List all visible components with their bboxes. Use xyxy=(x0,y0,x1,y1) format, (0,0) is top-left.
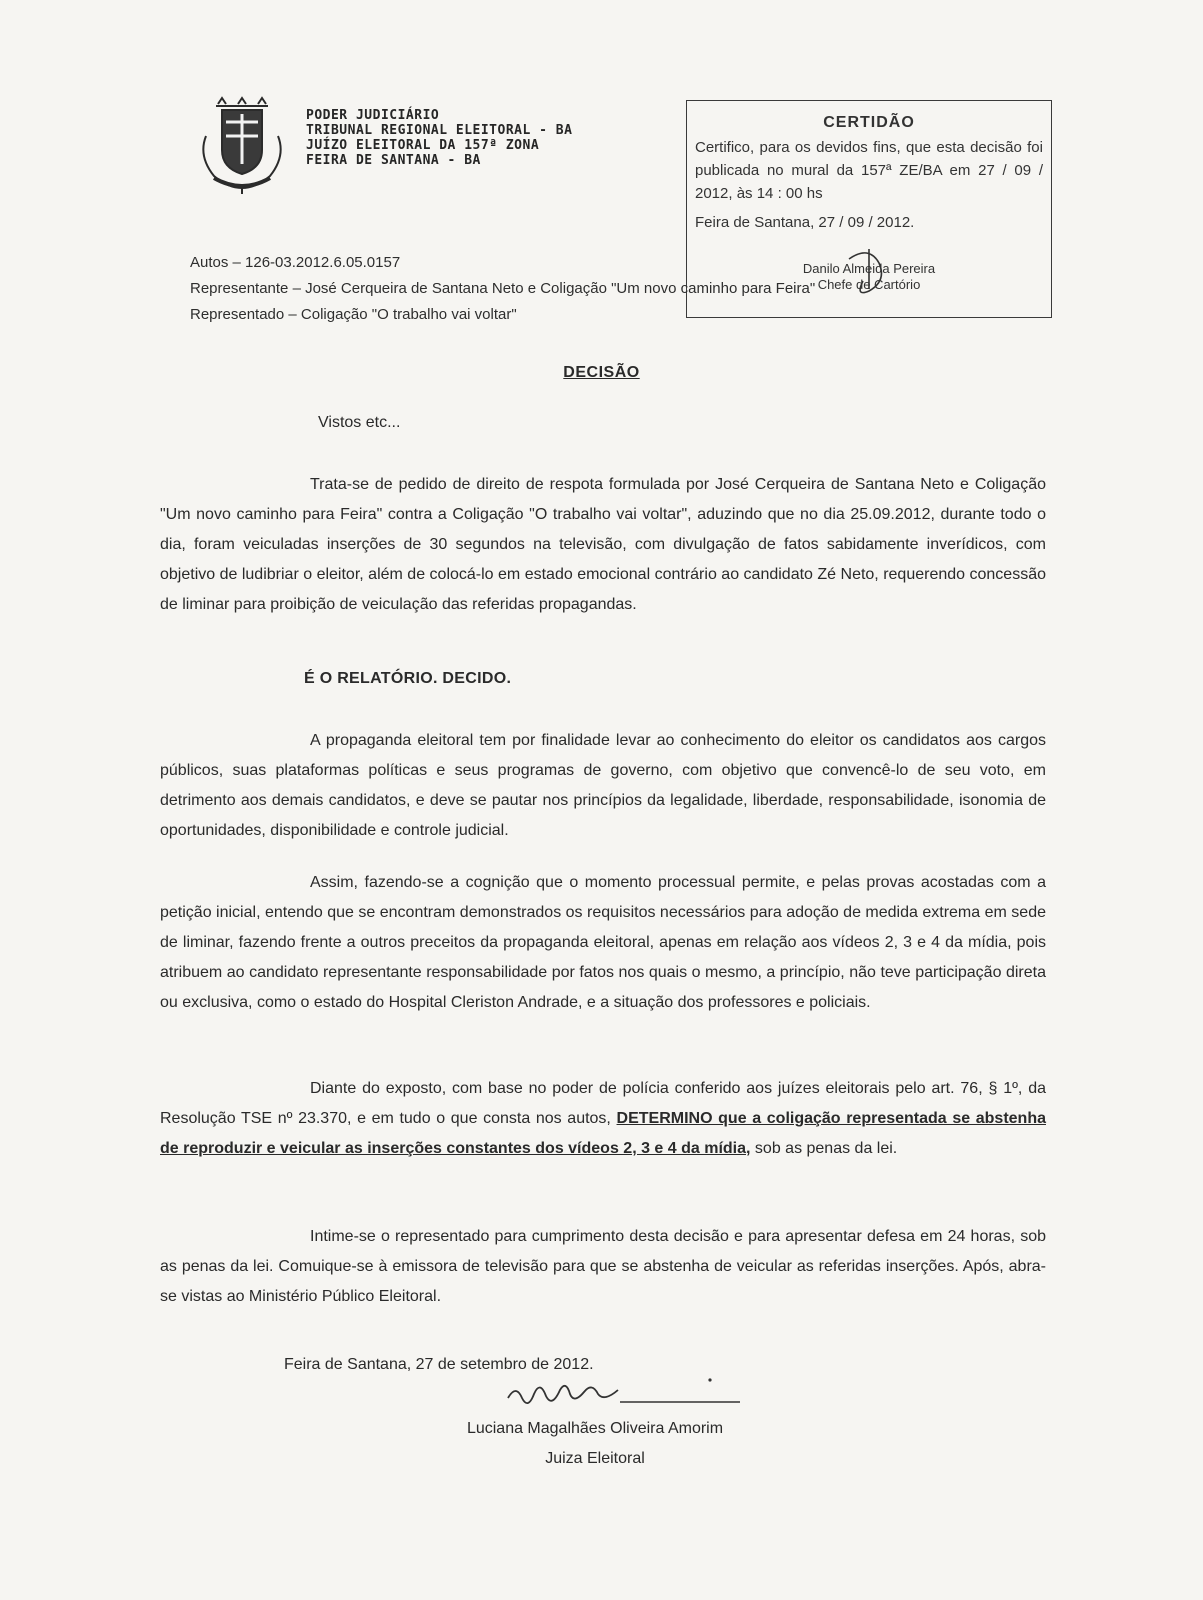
institution-line: PODER JUDICIÁRIO xyxy=(306,108,440,123)
judge-signature-block xyxy=(430,1414,760,1474)
determination-emphasis: DETERMINO que a coligação representada se abstenha de reproduzir e veicular as inserções constantes dos vídeos 2, 3 e 4 da mídia, xyxy=(160,1110,1046,1157)
relatorio-heading: É O RELATÓRIO. DECIDO. xyxy=(304,670,512,687)
case-representante: Representante – José Cerqueira de Santana Neto e Coligação "Um novo caminho para Feira" xyxy=(190,280,816,297)
certidao-signer-name: Danilo Almeida Pereira xyxy=(802,261,936,276)
closing-place-date: Feira de Santana, 27 de setembro de 2012. xyxy=(284,1356,594,1373)
institution-line: JUÍZO ELEITORAL DA 157ª ZONA xyxy=(306,138,540,153)
paragraph-determination xyxy=(160,1074,1046,1164)
case-autos: Autos – 126-03.2012.6.05.0157 xyxy=(190,254,401,271)
paragraph-facts: Trata-se de pedido de direito de respota formulada por José Cerqueira de Santana Neto e Coligação "Um novo caminho para Feira" contra a Coligação "O trabalho vai voltar", aduzindo que no dia 25.09.2012, durante todo o dia, foram veiculadas inserções de 30 segundos na televisão, com divulgação de fatos sabidamente inverídicos, com objetivo de ludibriar o eleitor, além de colocá-lo em estado emocional contrário ao candidato Zé Neto, requerendo concessão de liminar para proibição de veiculação das referidas propagandas. xyxy=(160,476,1046,613)
certidao-title: CERTIDÃO xyxy=(823,114,915,131)
judge-role: Juiza Eleitoral xyxy=(545,1450,645,1467)
case-header xyxy=(190,250,815,328)
coat-of-arms-icon xyxy=(196,96,288,196)
paragraph-cognicao: Assim, fazendo-se a cognição que o momento processual permite, e pelas provas acostadas com a petição inicial, entendo que se encontram demonstrados os requisitos necessários para adoção de medida extrema em sede de liminar, fazendo frente a outros preceitos da propaganda eleitoral, apenas em relação aos vídeos 2, 3 e 4 da mídia, pois atribuem ao candidato representante responsabilidade por fatos nos quais o mesmo, a princípio, não teve participação direta ou exclusiva, como o estado do Hospital Cleriston Andrade, e a situação dos professores e policiais. xyxy=(160,874,1046,1011)
institution-header xyxy=(306,108,572,168)
certidao-date: Feira de Santana, 27 / 09 / 2012. xyxy=(695,214,915,231)
determination-tail: sob as penas da lei. xyxy=(754,1140,898,1157)
certidao-signer-role: Chefe de Cartório xyxy=(817,277,921,292)
document-title: DECISÃO xyxy=(563,364,640,381)
determination-intro: Diante do exposto, com base no poder de polícia conferido aos juízes eleitorais pelo art. 76, § 1º, da Resolução TSE nº 23.370, e em tudo o que consta nos autos, xyxy=(160,1080,1046,1127)
judge-name: Luciana Magalhães Oliveira Amorim xyxy=(466,1420,724,1437)
judge-signature-icon xyxy=(500,1370,750,1420)
paragraph-intimation: Intime-se o representado para cumprimento desta decisão e para apresentar defesa em 24 horas, sob as penas da lei. Comuique-se à emissora de televisão para que se abstenha de veicular as referidas inserções. Após, abra-se vistas ao Ministério Público Eleitoral. xyxy=(160,1228,1046,1305)
vistos-line: Vistos etc... xyxy=(318,414,401,431)
institution-line: FEIRA DE SANTANA - BA xyxy=(306,153,481,168)
institution-line: TRIBUNAL REGIONAL ELEITORAL - BA xyxy=(306,123,573,138)
case-representado: Representado – Coligação "O trabalho vai voltar" xyxy=(190,306,517,323)
certidao-body: Certifico, para os devidos fins, que esta decisão foi publicada no mural da 157ª ZE/BA em 27 / 09 / 2012, às 14 : 00 hs xyxy=(695,139,1043,202)
paragraph-propaganda: A propaganda eleitoral tem por finalidade levar ao conhecimento do eleitor os candidatos aos cargos públicos, suas plataformas políticas e seus programas de governo, com objetivo que convencê-lo de seu voto, em detrimento aos demais candidatos, e deve se pautar nos princípios da legalidade, liberdade, responsabilidade, isonomia de oportunidades, disponibilidade e controle judicial. xyxy=(160,732,1046,839)
